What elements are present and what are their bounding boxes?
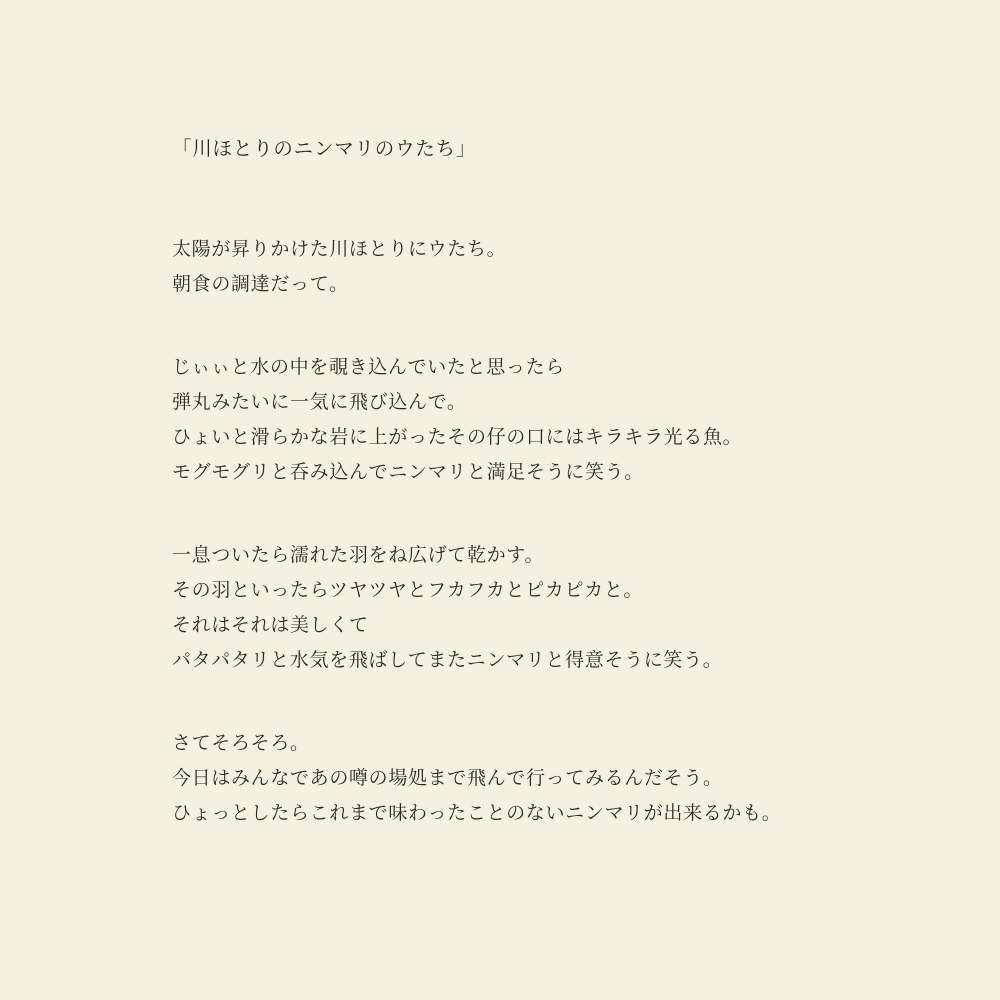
stanza-3 xyxy=(172,538,912,678)
poem-line: モグモグリと呑み込んでニンマリと満足そうに笑う。 xyxy=(172,462,644,483)
poem-line: それはそれは美しくて xyxy=(172,615,369,636)
poem-line: その羽といったらツヤツヤとフカフカとピカピカと。 xyxy=(172,580,644,601)
stanza-4 xyxy=(172,726,912,831)
poem-line: 弾丸みたいに一気に飛び込んで。 xyxy=(172,392,467,413)
poem-line: 今日はみんなであの噂の場処まで飛んで行ってみるんだそう。 xyxy=(172,768,723,789)
stanza-1 xyxy=(172,232,912,302)
poem-line: さてそろそろ。 xyxy=(172,733,310,754)
poem-line: 朝食の調達だって。 xyxy=(172,274,349,295)
poem-line: パタパタリと水気を飛ばしてまたニンマリと得意そうに笑う。 xyxy=(172,650,723,671)
page-title: 「川ほとりのニンマリのウたち」 xyxy=(172,139,477,160)
poem-line: 太陽が昇りかけた川ほとりにウたち。 xyxy=(172,239,507,260)
stanza-2 xyxy=(172,350,912,490)
poem-body xyxy=(172,130,912,831)
poem-line: ひょっとしたらこれまで味わったことのないニンマリが出来るかも。 xyxy=(172,803,782,824)
poem-line: ひょいと滑らかな岩に上がったその仔の口にはキラキラ光る魚。 xyxy=(172,427,743,448)
poem-line: じぃぃと水の中を覗き込んでいたと思ったら xyxy=(172,357,565,378)
poem-line: 一息ついたら濡れた羽をね広げて乾かす。 xyxy=(172,545,545,566)
